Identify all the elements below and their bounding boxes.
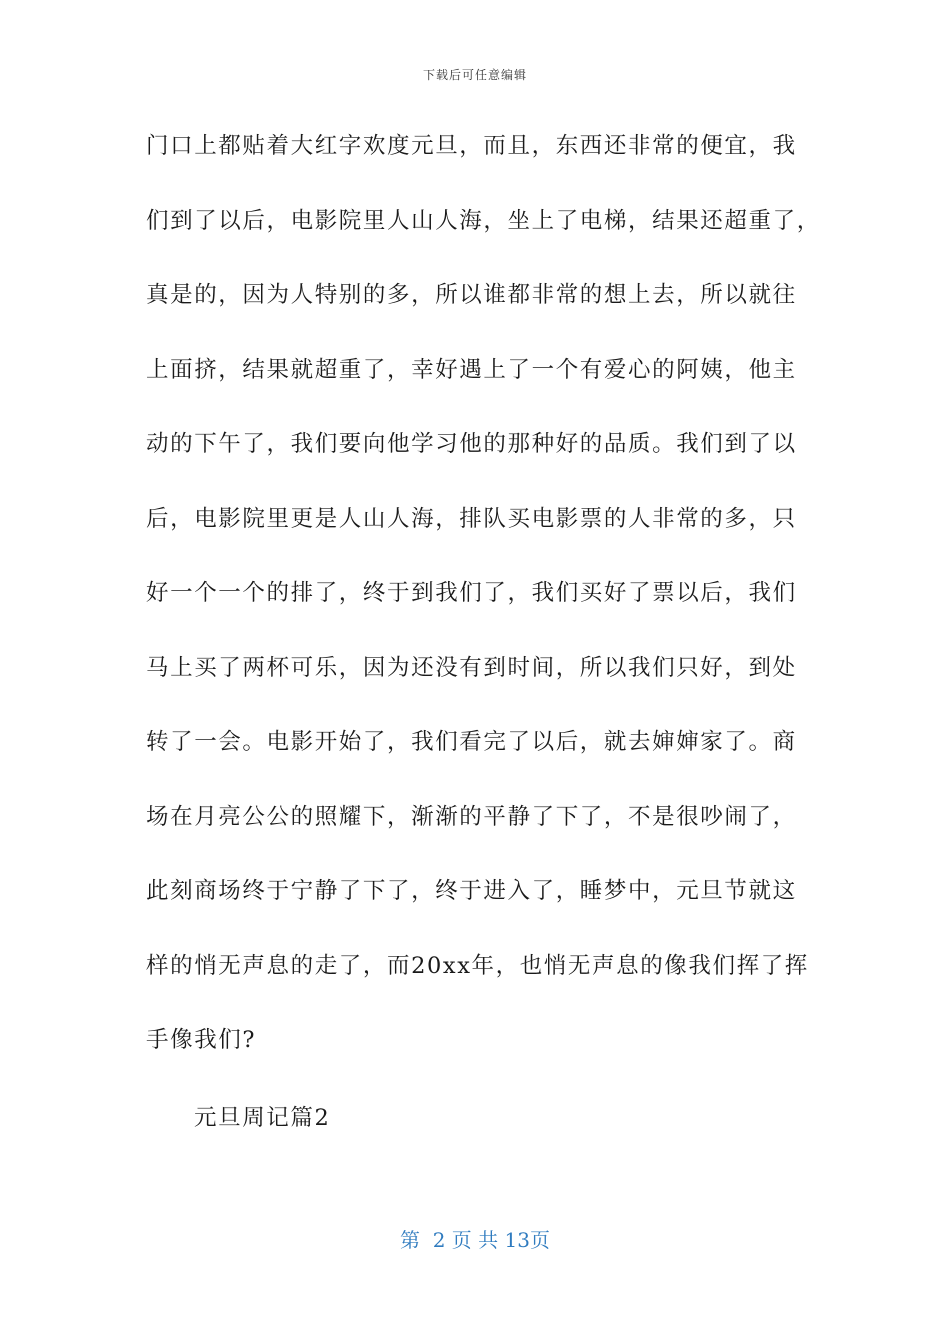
text-line: 门口上都贴着大红字欢度元旦，而且，东西还非常的便宜，我 [146, 133, 797, 159]
text-line: 上面挤，结果就超重了，幸好遇上了一个有爱心的阿姨，他主 [146, 356, 797, 383]
text-line: 样的悄无声息的走了，而20xx年，也悄无声息的像我们挥了挥 [146, 952, 809, 979]
text-line: 转了一会。电影开始了，我们看完了以后，就去婶婶家了。商 [146, 729, 797, 755]
page-header: 下载后可任意编辑 [422, 68, 527, 82]
text-line: 后，电影院里更是人山人海，排队买电影票的人非常的多，只 [146, 505, 797, 532]
text-line: 动的下午了，我们要向他学习他的那种好的品质。我们到了以 [146, 431, 797, 457]
section-heading: 元旦周记篇2 [194, 1105, 331, 1131]
text-line: 手像我们? [146, 1027, 257, 1053]
body-text [146, 124, 821, 1093]
page-footer: 第 2 页 共 13页 [400, 1228, 550, 1252]
text-line: 此刻商场终于宁静了下了，终于进入了，睡梦中，元旦节就这 [146, 878, 797, 904]
text-line: 场在月亮公公的照耀下，渐渐的平静了下了，不是很吵闹了， [146, 803, 797, 830]
text-line: 马上买了两杯可乐，因为还没有到时间，所以我们只好，到处 [146, 654, 797, 681]
text-line: 好一个一个的排了，终于到我们了，我们买好了票以后，我们 [146, 580, 797, 606]
text-line: 真是的，因为人特别的多，所以谁都非常的想上去，所以就往 [146, 282, 797, 308]
text-line: 们到了以后，电影院里人山人海，坐上了电梯，结果还超重了， [146, 207, 821, 234]
